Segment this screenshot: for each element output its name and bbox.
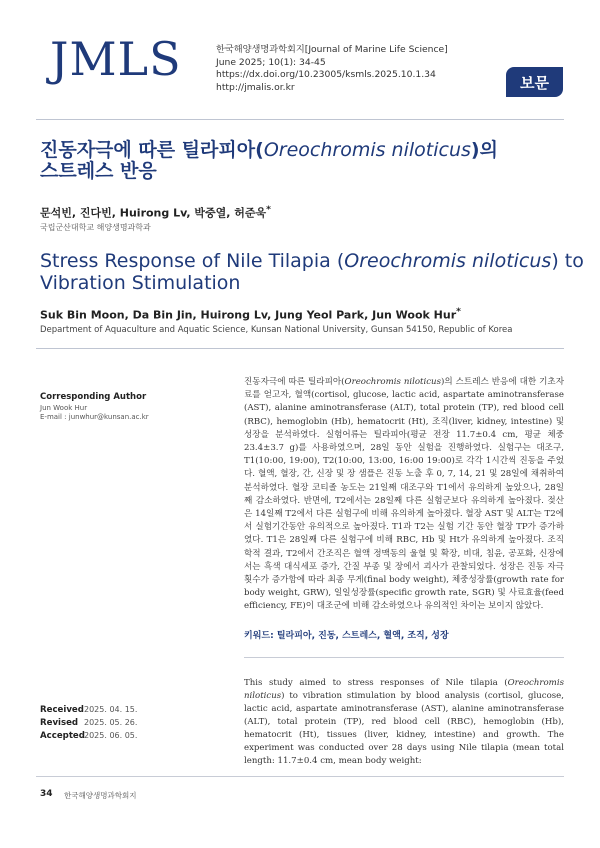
header-divider [36,119,564,120]
keywords-label: 키워드: [244,631,274,641]
doi-link[interactable]: https://dx.doi.org/10.23005/ksmls.2025.10.1.34 [216,69,436,81]
english-title-part1: Stress Response of Nile Tilapia ( [40,250,345,272]
english-abstract-species: Oreochromis niloticus [244,678,564,701]
english-corresponding-mark: * [456,306,461,317]
footer-journal-name: 한국해양생명과학회지 [64,791,137,800]
journal-site-link[interactable]: http://jmalis.or.kr [216,81,295,93]
english-author-list: Suk Bin Moon, Da Bin Jin, Huirong Lv, Jung Yeol Park, Jun Wook Hur [40,308,457,322]
article-type-badge: 보문 [506,67,563,97]
revised-label: Revised [40,718,79,728]
english-affiliation: Department of Aquaculture and Aquatic Science, Kunsan National University, Gunsan 54150, Republic of Korea [40,325,513,335]
revised-date [40,718,137,728]
korean-abstract-lead: 진동자극에 따른 틸라피아( [244,377,345,387]
korean-author-list: 문석빈, 진다빈, Huirong Lv, 박중열, 허준욱 [40,206,267,220]
page-number: 34 [40,789,53,799]
korean-authors [40,204,271,221]
korean-title-part2: )의 [470,139,498,161]
korean-title-species: Oreochromis niloticus [263,139,471,161]
english-title-part2: ) to [551,250,584,272]
title-divider [36,348,564,349]
corresponding-mark: * [266,204,271,215]
keywords [244,628,449,641]
journal-meta [216,44,448,94]
english-title-line2: Vibration Stimulation [40,272,241,294]
journal-logo: JMLS [50,32,182,86]
english-abstract-body: ) to vibration stimulation by blood analysis (cortisol, glucose, lactic acid, aspartate aminotransferase (AST), alanine aminotransferase (ALT), total protein (TP), red blood cell (RBC), hemoglobin (Hb), hematocrit (Ht), tissues (liver, kidney, intestine) and growth. The experiment was conducted over 28 days using Nile tilapia (mean total length: 11.7±0.4 cm, mean body weight: [244,691,564,766]
footer-divider [36,776,564,777]
english-abstract-lead: This study aimed to stress responses of Nile tilapia ( [244,678,508,688]
corresponding-author-email[interactable]: E-mail : junwhur@kunsan.ac.kr [40,413,149,421]
abstract-divider [244,657,564,658]
received-label: Received [40,705,84,715]
revised-value: 2025. 05. 26. [84,718,138,727]
english-title-species: Oreochromis niloticus [344,250,552,272]
accepted-value: 2025. 06. 05. [84,731,138,740]
journal-name: 한국해양생명과학회지[Journal of Marine Life Science] [216,44,448,55]
korean-title [40,140,498,182]
issue-info: June 2025; 10(1): 34-45 [216,56,326,68]
korean-abstract-species: Oreochromis niloticus [344,377,441,387]
english-title [40,250,584,294]
received-value: 2025. 04. 15. [84,705,138,714]
accepted-date [40,731,137,741]
accepted-label: Accepted [40,731,85,741]
corresponding-author-heading: Corresponding Author [40,392,147,402]
korean-abstract-body: )의 스트레스 반응에 대한 기초자료를 얻고자, 혈액(cortisol, glucose, lactic acid, aspartate aminotransferase (AST), alanine aminotransferase (ALT), total protein (TP), red blood cell (RBC), hemoglobin (Hb), hematocrit (Ht), 조직(liver, kidney, intestine) 및 성장을 분석하였다. 실험어류는 틸라피아(평균 전장 11.7±0.4 cm, 평균 체중 23.4±3.7 g)를 사용하였으며, 28일 동안 실험을 진행하였다. 실험구는 대조구, T1(10:00, 19:00), T2(10:00, 13:00, 16:00 19:00)로 각각 1시간씩 진동을 주었다. 혈액, 혈장, 간, 신장 및 장 샘플은 진동 노출 후 0, 7, 14, 21 및 28일에 채취하여 분석하였다. 혈장 코티졸 농도는 21일째 대조구와 T1에서 유의하게 높았으나, 28일째 감소하였다. 반면에, T2에서는 28일째 다른 실험군보다 유의하게 높아졌다. 젖산은 14일째 T2에서 다른 실험구에 비해 유의하게 높아졌다. 혈장 AST 및 ALT는 T2에서 실험기간동안 유의적으로 높아졌다. T1과 T2는 실험 기간 동안 혈장 TP가 증가하였다. T1은 28일째 다른 실험구에 비해 RBC, Hb 및 Ht가 유의하게 높아졌다. 조직학적 결과, T2에서 간조직은 혈액 정맥동의 울혈 및 확장, 비대, 침윤, 공포화, 신장에서는 흑색 대식세포 증가, 간질 부종 및 장에서 괴사가 관찰되었다. 성장은 진동 자극 횟수가 증가함에 따라 최종 무게(final body weight), 체중성장률(growth rate for body weight, GRW), 일일성장률(specific growth rate, SGR) 및 사료효율(feed efficiency, FE)이 대조군에 비해 감소하였으나 유의적인 차이는 보이지 않았다. [244,377,565,612]
keywords-list: 틸라피아, 진동, 스트레스, 혈액, 조직, 성장 [276,631,449,641]
korean-title-line2: 스트레스 반응 [40,160,157,182]
corresponding-author-name: Jun Wook Hur [40,404,88,412]
received-date [40,705,137,715]
english-abstract [244,677,564,768]
korean-title-part1: 진동자극에 따른 틸라피아( [40,139,264,161]
korean-affiliation: 국립군산대학교 해양생명과학과 [40,223,151,232]
english-authors [40,306,461,322]
korean-abstract [244,376,564,614]
